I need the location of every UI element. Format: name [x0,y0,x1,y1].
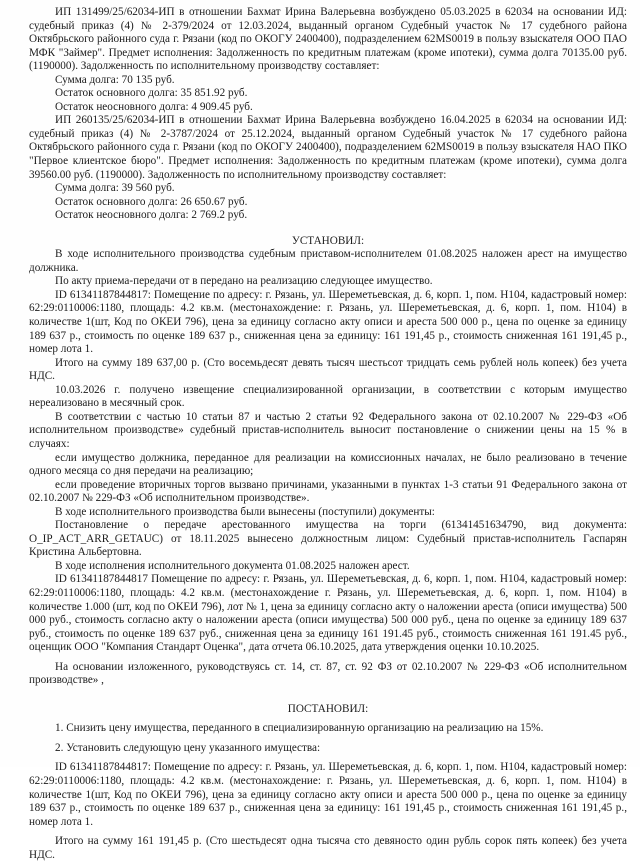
proceeding-2-sum-principal: Остаток основного долга: 26 650.67 руб. [55,195,248,208]
ustanovil-arrest-note: В ходе исполнения исполнительного документа 01.08.2025 наложен арест. [55,559,410,572]
postanovil-total-sum: Итого на сумму 161 191,45 р. (Сто шестьдесят одна тысяча сто девяносто один рубль сорок пять копеек) без учета НДС. [29,835,627,861]
heading-ustanovil: УСТАНОВИЛ: [291,234,365,247]
ustanovil-case-b: если проведение вторичных торгов вызвано причинами, указанными в пунктах 1-3 статьи 91 Федерального закона от 02.10.2007 № 229-ФЗ «Об исполнительном производстве». [29,478,627,505]
proceeding-2-body: ИП 260135/25/62034-ИП в отношении Бахмат Ирина Валерьевна возбуждено 16.04.2025 в 62034 на основании ИД: судебный приказ (4) № 2-3787/2024 от 25.12.2024, выданный органом Судебный участок № 17 судебного района Октябрьского районного суда г. Рязани (код по ОКОГУ 2400400), подразделением 62MS0019 в пользу взыскателя НАО ПКО "Первое клиентское бюро". Предмет исполнения: Задолженность по кредитным платежам (кроме ипотеки), сумма долга 39560.00 руб. (1190000). Задолженность по исполнительному производству составляет: [29,114,627,181]
ustanovil-para-2: По акту приема-передачи от в передано на реализацию следующее имущество. [55,275,433,288]
proceeding-1-body: ИП 131499/25/62034-ИП в отношении Бахмат Ирина Валерьевна возбуждено 05.03.2025 в 62034 на основании ИД: судебный приказ (4) № 2-379/2024 от 12.03.2024, выданный органом Судебный участок № 17 судебного района Октябрьского районного суда г. Рязани (код по ОКОГУ 2400400), подразделением 62MS0019 в пользу взыскателя ООО ПАО МФК "Займер". Предмет исполнения: Задолженность по кредитным платежам (кроме ипотеки), сумма долга 70135.00 руб. (1190000). Задолженность по исполнительному производству составляет: [29,6,627,73]
proceeding-1-sum-nonprincipal: Остаток неосновного долга: 4 909.45 руб. [55,100,253,113]
ustanovil-document-record: Постановление о передаче арестованного имущества на торги (61341451634790, вид документа: O_IP_ACT_ARR_GETAUC) от 18.11.2025 вынесено должностным лицом: Судебный пристав-исполнитель Гаспарян Кристина Альбертовна. [29,519,627,559]
document-body [29,6,627,862]
ustanovil-notice-unrealized: 10.03.2026 г. получено извещение специализированной организации, в соответствии с которым имущество нереализовано в месячный срок. [29,383,627,410]
proceeding-2-sum-nonprincipal: Остаток неосновного долга: 2 769.2 руб. [55,209,248,222]
heading-postanovil: ПОСТАНОВИЛ: [287,702,369,715]
ustanovil-documents-intro: В ходе исполнительного производства были вынесены (поступили) документы: [55,505,435,518]
proceeding-1-sum-total: Сумма долга: 70 135 руб. [55,73,175,86]
ustanovil-para-1: В ходе исполнительного производства судебным приставом-исполнителем 01.08.2025 наложен арест на имущество должника. [29,248,627,274]
postanovil-item-2: 2. Установить следующую цену указанного имущества: [55,741,321,754]
ustanovil-legal-basis: В соответствии с частью 10 статьи 87 и частью 2 статьи 92 Федерального закона от 02.10.2007 № 229-ФЗ «Об исполнительном производстве» судебный пристав-исполнитель выносит постановление о снижении цены на 15 % в случаях: [29,410,627,450]
postanovil-property-description: ID 61341187844817: Помещение по адресу: г. Рязань, ул. Шереметьевская, д. 6, корп. 1, пом. Н104, кадастровый номер: 62:29:0110006:1180, площадь: 4.2 кв.м. (местонахождение: г. Рязань, ул. Шереметьевская, д. 6, корп. 1, пом. Н104) в количестве 1(шт, Код по ОКЕИ 796), цена за единицу согласно акту описи и ареста 500 000 р., цена по оценке за единицу 189 637 р., стоимость по оценке 189 637 р., сниженная цена за единицу: 161 191,45 р., стоимость сниженная 161 191,45 р., номер лота 1. [29,761,627,828]
ustanovil-case-a: если имущество должника, переданное для реализации на комиссионных началах, не было реализовано в течение одного месяца со дня передачи на реализацию; [29,451,627,478]
postanovil-item-1: 1. Снизить цену имущества, переданного в специализированную организацию на реализацию на 15%. [55,722,544,735]
proceeding-1-sum-principal: Остаток основного долга: 35 851.92 руб. [55,87,248,100]
spacer-before-ustanovil [29,223,627,235]
ustanovil-conclusion: На основании изложенного, руководствуясь ст. 14, ст. 87, ст. 92 ФЗ от 02.10.2007 № 229-ФЗ «Об исполнительном производстве» , [29,660,627,687]
proceeding-2-sum-total: Сумма долга: 39 560 руб. [55,182,175,195]
ustanovil-total-sum: Итого на сумму 189 637,00 р. (Сто восемьдесят девять тысяч шестьсот тридцать семь рублей ноль копеек) без учета НДС. [29,356,627,383]
ustanovil-property-description: ID 61341187844817: Помещение по адресу: г. Рязань, ул. Шереметьевская, д. 6, корп. 1, пом. Н104, кадастровый номер: 62:29:0110006:1180, площадь: 4.2 кв.м. (местонахождение: г. Рязань, ул. Шереметьевская, д. 6, корп. 1, пом. Н104) в количестве 1(шт, Код по ОКЕИ 796), цена за единицу согласно акту описи и ареста 500 000 р., цена по оценке за единицу 189 637 р., стоимость по оценке 189 637 р., сниженная цена за единицу: 161 191,45 р., стоимость сниженная 161 191,45 р., номер лота 1. [29,288,627,356]
spacer-before-postanovil [29,688,627,703]
ustanovil-arrest-property-description: ID 61341187844817 Помещение по адресу: г. Рязань, ул. Шереметьевская, д. 6, корп. 1, пом. Н104, кадастровый номер: 62:29:0110006:1180, площадь: 4.2 кв.м. (местонахождение г. Рязань, ул. Шереметьевская, д. 6, корп. 1, пом. Н104) в количестве 1.000 (шт, код по ОКЕИ 796), лот № 1, цена за единицу согласно акту о наложении ареста (описи имущества) 500 000 руб., стоимость согласно акту о наложении ареста (описи имущества) 500 000 руб., цена по оценке за единицу 189 637 руб., стоимость по оценке 189 637 руб., сниженная цена за единицу 161 191.45 руб., стоимость сниженная 161 191.45 руб., оценщик ООО "Компания Стандарт Оценка", дата отчета 06.10.2025, дата утверждения оценки 10.10.2025. [29,573,627,654]
